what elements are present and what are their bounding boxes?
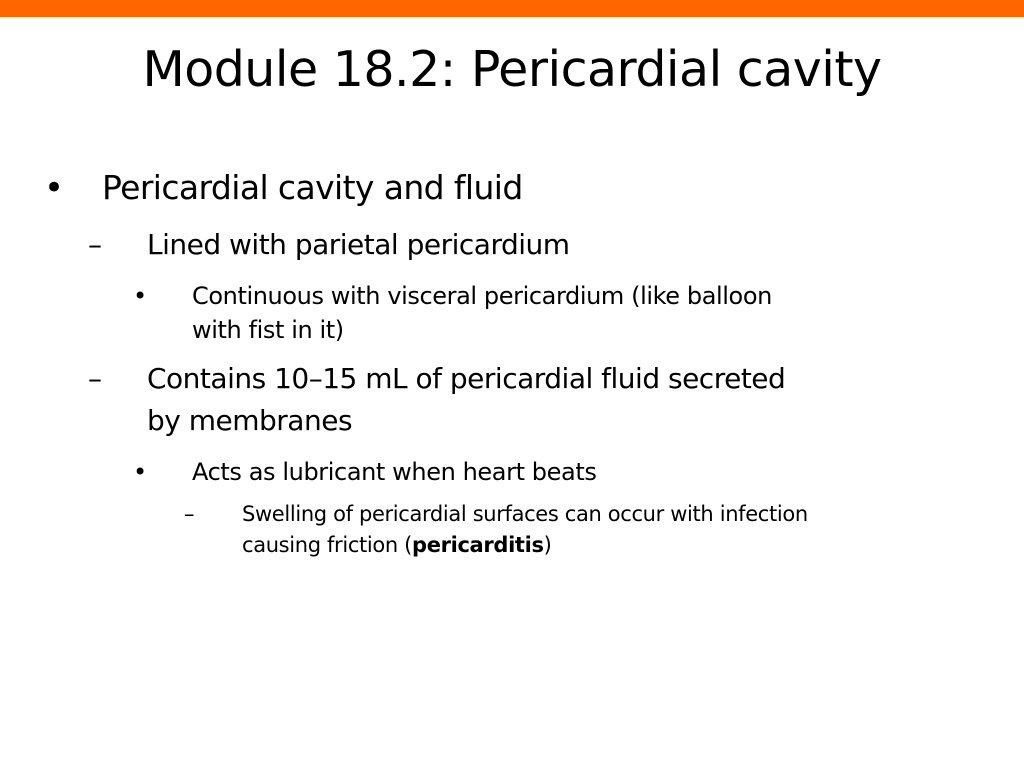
bullet-text: Acts as lubricant when heart beats	[192, 458, 597, 486]
bullet-text	[147, 358, 785, 442]
bullet-marker: •	[133, 458, 148, 486]
top-accent-bar	[0, 0, 1024, 17]
bullet-text-line1: Swelling of pericardial surfaces can occur with infection	[242, 502, 808, 526]
bullet-text: Lined with parietal pericardium	[147, 228, 570, 261]
dash-marker: –	[88, 228, 102, 261]
bullet-text-line2-suffix: )	[543, 533, 552, 557]
bullet-text	[192, 279, 772, 347]
pericarditis-term: pericarditis	[412, 533, 544, 557]
bullet-text: Pericardial cavity and fluid	[102, 168, 523, 207]
bullet-text-line1: Continuous with visceral pericardium (like balloon	[192, 282, 772, 310]
dash-marker: –	[184, 502, 195, 526]
bullet-text-line2: with fist in it)	[192, 316, 344, 344]
bullet-marker: •	[44, 168, 65, 208]
bullet-text-line2-prefix: causing friction (	[242, 533, 413, 557]
bullet-text-line2: by membranes	[147, 404, 353, 437]
bullet-marker: •	[133, 282, 148, 310]
bullet-text	[242, 499, 808, 561]
bullet-text-line1: Contains 10–15 mL of pericardial fluid secreted	[147, 362, 786, 395]
slide-title: Module 18.2: Pericardial cavity	[142, 41, 882, 98]
dash-marker: –	[88, 362, 102, 395]
